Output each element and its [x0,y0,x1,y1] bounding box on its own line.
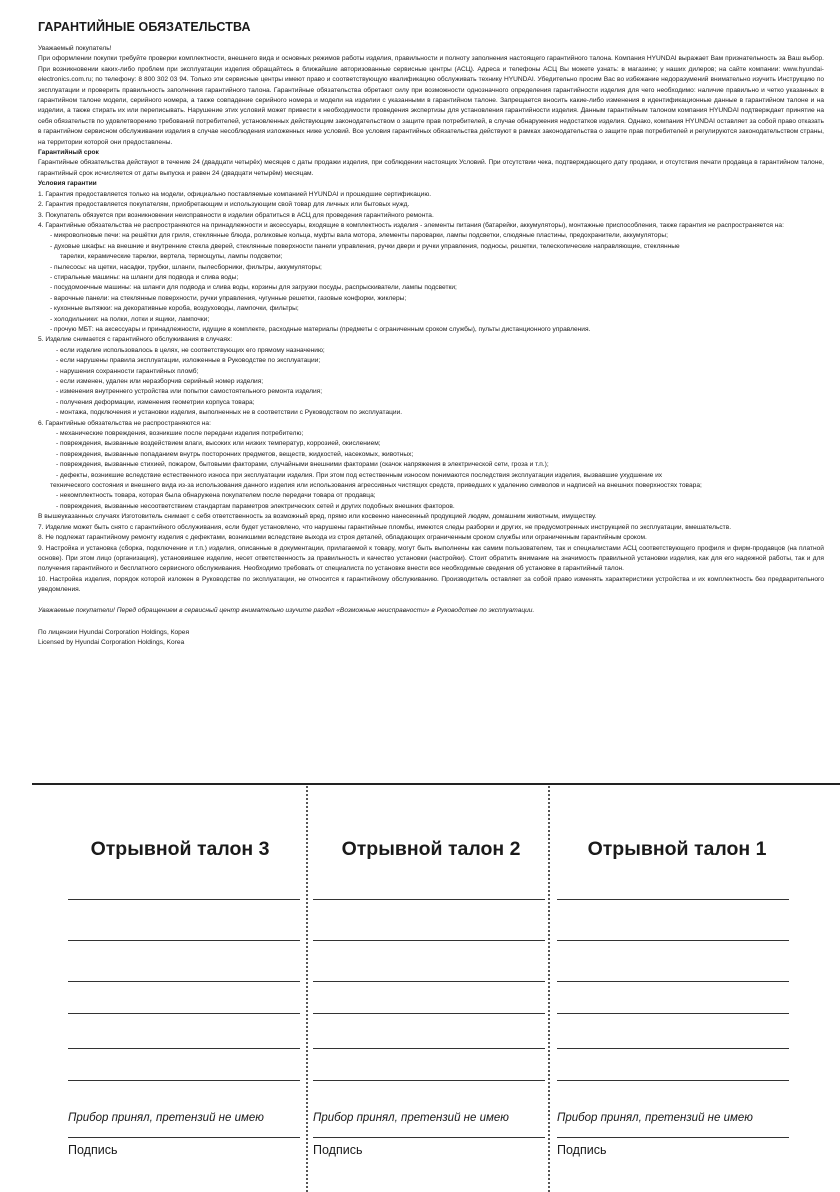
stub-title: Отрывной талон 3 [90,838,270,860]
fill-line[interactable] [68,1048,300,1049]
condition-4-item: - пылесосы: на щетки, насадки, трубки, шланги, пылесборники, фильтры, аккумуляторы; [50,263,322,271]
conditions-heading: Условия гарантии [38,180,97,188]
italic-note: Уважаемые покупатели! Перед обращением в сервисный центр внимательно изучите раздел «Возможные неисправности» в Руководстве по эксплуатации. [38,606,535,614]
condition-5-item: - монтажа, подключения и установки изделия, выполненных не в соответствии с Руководством по эксплуатации. [56,409,403,417]
signature-line[interactable] [313,1137,545,1138]
condition-5-item: - получения деформации, изменения геометрии корпуса товара; [56,398,255,406]
condition-5-item: - если изменен, удален или неразборчив серийный номер изделия; [56,378,264,385]
stub-title: Отрывной талон 2 [341,838,521,860]
fill-line[interactable] [557,1048,789,1049]
condition-4-item: - микроволновые печи: на решётки для гриля, стеклянные блюда, роликовые кольца, муфты вала мотора, элементы пароварки, лампы подсветки, слюдяные пластины, предохранители, аккумуляторы; [50,232,668,240]
fill-line[interactable] [557,899,789,900]
condition-7: 7. Изделие может быть снято с гарантийного обслуживания, если будет установлено, что нарушены гарантийные пломбы, имеются следы разборки и других, не предусмотренных инструкцией по эксплуатации, вмешательств. [38,523,732,531]
signature-label: Подпись [68,1143,118,1157]
condition-6-item: - повреждения, вызванные попаданием внутрь посторонних предметов, веществ, жидкостей, насекомых, животных; [56,450,414,458]
condition-6-item: - повреждения, вызванные несоответствием стандартам параметров электрических сетей и других подобных внешних факторов. [56,502,455,510]
signature-line[interactable] [557,1137,789,1138]
condition-4-item: - стиральные машины: на шланги для подвода и слива воды; [50,273,239,281]
accepted-statement: Прибор принял, претензий не имею [68,1112,264,1124]
warranty-document [38,20,824,649]
tear-off-stub-1 [557,786,797,1186]
condition-6-item: - повреждения, вызванные стихией, пожаром, бытовыми факторами, случайными внешними факторами (скачок напряжения в электрической сети, гроза и т.п.); [56,461,549,469]
fill-line[interactable] [313,899,545,900]
signature-label: Подпись [557,1143,607,1157]
condition-8: 8. Не подлежат гарантийному ремонту изделия с дефектами, возникшими вследствие выхода из строя деталей, обладающих ограниченным сроком службы или ограниченным гарантийным сроком. [38,534,647,542]
fill-line[interactable] [557,1080,789,1081]
fill-line[interactable] [313,940,545,941]
signature-line[interactable] [68,1137,300,1138]
condition-6-item: - механические повреждения, возникшие после передачи изделия потребителю; [56,430,304,438]
condition-10: 10. Настройка изделия, порядок которой изложен в Руководстве по эксплуатации, не относится к гарантийному обслуживанию. Производитель оставляет за собой право изменять характеристики устройства и их комплектность без предварительного уведомления. [38,575,824,594]
condition-3: 3. Покупатель обязуется при возникновении неисправности в изделии обратиться в АСЦ для проведения гарантийного ремонта. [38,211,434,219]
warranty-period-text: Гарантийные обязательства действуют в течение 24 (двадцати четырёх) месяцев с даты продажи изделия, при соблюдении настоящих Условий. При отсутствии чека, подтверждающего дату продажи, и отсутствия печати продавца в гарантийном талоне, гарантийный срок исчисляется от даты выпуска и равен 24 (двадцати четырём) месяцам. [38,159,824,177]
warranty-period-heading: Гарантийный срок [38,149,99,157]
condition-9: 9. Настройка и установка (сборка, подключение и т.п.) изделия, описанные в документации, прилагаемой к товару, могут быть выполнены как самим пользователем, так и специалистами АСЦ соответствующего профиля и фирм-продавцов (на платной основе). При этом лицо (организация), установившее изделие, несет ответственность за правильность и качество установки (настройки). Стоит обратить внимание на значимость правильной установки изделия, как для его надежной работы, так и для получения гарантийного и бесплатного сервисного обслуживания. Необходимо требовать от специалиста по установке внести все необходимые сведения об установке в гарантийный талон. [38,544,824,573]
condition-4-item: - кухонные вытяжки: на декоративные короба, воздуховоды, лампочки, фильтры; [50,305,299,313]
fill-line[interactable] [68,1080,300,1081]
condition-6-tail: В вышеуказанных случаях Изготовитель снимает с себя ответственность за возможный вред, прямо или косвенно нанесенный продукцией людям, домашним животным, имуществу. [38,513,597,521]
accepted-statement: Прибор принял, претензий не имею [313,1112,509,1124]
cut-line [32,783,840,785]
condition-6-item: - повреждения, вызванные воздействием влаги, высоких или низких температур, коррозией, окислением; [56,440,381,448]
condition-4-item: тарелки, керамические тарелки, вертела, термощупы, лампы подсветки; [60,253,283,261]
tear-off-stub-2 [313,786,548,1186]
condition-1: 1. Гарантия предоставляется только на модели, официально поставляемые компанией HYUNDAI и прошедшие сертификацию. [38,190,432,198]
condition-5-item: - изменения внутреннего устройства или попытки самостоятельного ремонта изделия; [56,388,323,396]
condition-2: 2. Гарантия предоставляется покупателям, приобретающим и использующим свой товар для личных или бытовых нужд. [38,201,410,209]
condition-5-item: - если нарушены правила эксплуатации, изложенные в Руководстве по эксплуатации; [56,357,321,365]
intro-paragraph: При оформлении покупки требуйте проверки комплектности, внешнего вида и основных режимов работы изделия, правильности и полноту заполнения настоящего гарантийного талона. Компания HYUNDAI выражает Вам признательность за Ваш выбор. При возникновении каких-либо проблем при эксплуатации изделия обращайтесь в ближайшие авторизованные сервисные центры (АСЦ). Адреса и телефоны АСЦ Вы можете узнать: в магазине; у наших дилеров; на сайте компании: www.hyundai-electronics.com.ru; по телефону: 8 800 302 03 94. Только эти сервисные центры имеют право и соответствующую квалификацию обслуживать технику HYUNDAI. Убедительно просим Вас во избежание недоразумений внимательно изучить Инструкцию по эксплуатации и проверить правильность заполнения гарантийного талона. Гарантийные обязательства обретают силу при возможности однозначного определения гарантийности изделия для чего необходимо: наличие правильно и четко указанных в гарантийном талоне модели, серийного номера, а также совпадение серийного номера и модели на изделии с указанными в гарантийном талоне. Запрещается вносить какие-либо изменения в идентификационные данные в гарантийном талоне и на изделии, а также стирать их или переписывать. Нарушение этих условий может привести к необходимости проведения экспертизы для установления гарантийности изделия. Данным гарантийным талоном компания HYUNDAI подтверждает принятие на себя обязательств по удовлетворению требований потребителей, установленных действующим законодательством о защите прав потребителей, в случае обнаружения недостатков изделия. Однако, компания HYUNDAI оставляет за собой право отказать в гарантийном сервисном обслуживании изделия в случае несоблюдения изложенных ниже условий. Все условия гарантийных обязательства действуют в рамках законодательства о защите прав потребителей и регулируются законодательством страны, на территории которой они предоставлены. [38,55,824,146]
condition-6-item: - некомплектность товара, которая была обнаружена покупателем после передачи товара от продавца; [56,492,376,500]
condition-4-item: - духовые шкафы: на внешние и внутренние стекла дверей, стеклянные поверхности панели управления, ручки двери и ручки управления, подносы, решетки, телескопические направляющие, стеклянные [50,242,680,250]
condition-4-item: - холодильники: на полки, лотки и ящики, лампочки; [50,315,210,323]
document-body [38,44,824,649]
fill-line[interactable] [313,1013,545,1014]
signature-label: Подпись [313,1143,363,1157]
condition-6: 6. Гарантийные обязательства не распространяются на: [38,419,211,427]
tear-off-stub-3 [68,786,306,1186]
document-title: ГАРАНТИЙНЫЕ ОБЯЗАТЕЛЬСТВА [38,20,251,34]
condition-5-item: - нарушения сохранности гарантийных пломб; [56,367,199,375]
fill-line[interactable] [313,1048,545,1049]
fill-line[interactable] [557,940,789,941]
fill-line[interactable] [313,1080,545,1081]
condition-5: 5. Изделие снимается с гарантийного обслуживания в случаях: [38,336,233,344]
fill-line[interactable] [68,940,300,941]
fill-line[interactable] [68,981,300,982]
fill-line[interactable] [557,981,789,982]
greeting: Уважаемый покупатель! [38,45,112,52]
license-en: Licensed by Hyundai Corporation Holdings, Korea [38,639,185,647]
fill-line[interactable] [313,981,545,982]
condition-6-item: - дефекты, возникшие вследствие естественного износа при эксплуатации изделия. При этом под естественным износом понимаются последствия эксплуатации изделия, вызвавшие ухудшение их [56,471,663,479]
condition-4-item: - варочные панели: на стеклянные поверхности, ручки управления, чугунные решетки, газовые конфорки, жиклеры; [50,294,407,302]
fill-line[interactable] [68,899,300,900]
stub-title: Отрывной талон 1 [587,838,767,860]
fill-line[interactable] [557,1013,789,1014]
fill-line[interactable] [68,1013,300,1014]
condition-6-item: технического состояния и внешнего вида из-за использования данного изделия или использования агрессивных чистящих средств, приведших к удалению символов и надписей на внешних поверхностях товара; [50,482,702,490]
condition-5-item: - если изделие использовалось в целях, не соответствующих его прямому назначению; [56,346,325,354]
condition-4-item: - посудомоечные машины: на шланги для подвода и слива воды, корзины для загрузки посуды, распрыскиватели, лампы подсветки; [50,284,457,292]
accepted-statement: Прибор принял, претензий не имею [557,1112,753,1124]
condition-4: 4. Гарантийные обязательства не распространяются на принадлежности и аксессуары, входящие в комплектность изделия - элементы питания (батарейки, аккумуляторы), монтажные приспособления, также гарантия не распространяется на: [38,221,784,229]
license-ru: По лицензии Hyundai Corporation Holdings, Корея [38,628,190,636]
condition-4-item: - прочую МБТ: на аксессуары и принадлежности, идущие в комплекте, расходные материалы (предметы с ограниченным сроком службы), пульты дистанционного управления. [50,325,591,333]
perforation-line [306,786,308,1192]
